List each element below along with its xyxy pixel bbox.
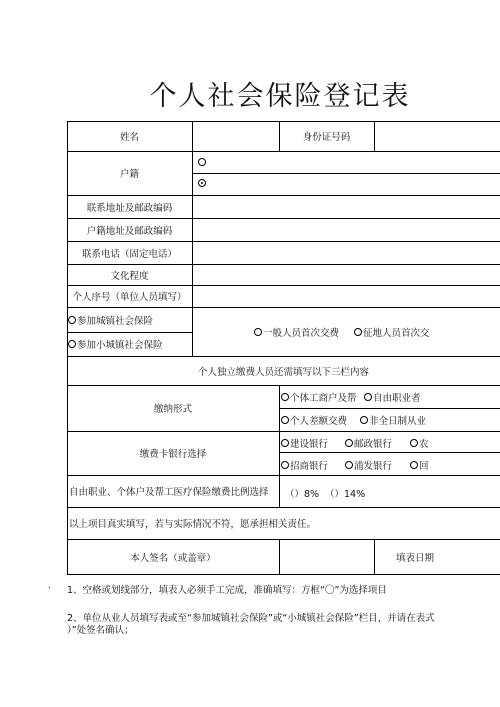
radio-empty-icon [345, 461, 353, 469]
bank-option-ccb[interactable] [281, 436, 328, 450]
payment-form-label: 缴纳形式 [153, 404, 192, 415]
note-2-line-2: ）”处签名确认； [67, 625, 134, 636]
radio-empty-icon [198, 158, 206, 166]
first-land-label: 征地人员首次交 [363, 328, 430, 339]
hukou-option-2[interactable] [198, 179, 206, 187]
hukou-label: 户籍 [119, 169, 139, 180]
bank-option-other[interactable] [410, 458, 429, 472]
radio-empty-icon [354, 328, 362, 336]
bank-option-label: 回 [419, 461, 429, 472]
signature-field[interactable] [279, 539, 374, 574]
radio-empty-icon [68, 340, 76, 348]
hukou-address-label: 户籍地址及邮政编码 [86, 225, 173, 237]
payment-option-part-time[interactable] [360, 413, 426, 427]
declaration-text: 以上项目真实填写，若与实际情况不符，愿承担相关责任。 [69, 519, 317, 530]
note-2-line-1: 2、单位从业人员填写表或至“参加城镇社会保险”或“小城镇社会保险”栏目，并请在表式 [67, 613, 435, 624]
bank-option-label: 招商银行 [290, 461, 329, 472]
payment-option-freelancer[interactable] [364, 390, 421, 404]
bank-option-agri[interactable] [410, 436, 429, 450]
payment-option-label: 自由职业者 [373, 393, 421, 404]
independent-header: 个人独立缴费人员还需填写以下三栏内容 [197, 366, 369, 378]
radio-empty-icon [281, 393, 289, 401]
radio-empty-icon [281, 416, 289, 424]
ratio-8-option[interactable]: （）8% [285, 489, 320, 500]
radio-empty-icon [254, 328, 262, 336]
contact-address-label: 联系地址及邮政编码 [86, 202, 173, 214]
radio-empty-icon [68, 316, 76, 324]
serial-label: 个人序号（单位人员填写） [72, 292, 187, 303]
bank-option-postal[interactable] [345, 436, 392, 450]
fill-date-label: 填表日期 [395, 552, 434, 564]
phone-label: 联系电话（固定电话） [81, 248, 177, 260]
bank-select-label: 缴费卡银行选择 [139, 449, 207, 460]
radio-empty-icon [364, 393, 372, 401]
payment-option-difference[interactable] [281, 413, 347, 427]
note-1: 1、空格或划线部分，填表人必须手工完成，准确填写：方框“〇”为选择项目 [67, 585, 387, 596]
radio-empty-icon [410, 439, 418, 447]
small-town-insurance-option[interactable] [67, 332, 190, 356]
payment-option-label: 非全日制从业 [369, 416, 427, 427]
payment-option-label: 个人差额交费 [290, 416, 348, 427]
payment-option-label: 个体工商户及帮 [290, 393, 357, 404]
urban-insurance-option[interactable] [67, 307, 190, 332]
hukou-option-1[interactable] [198, 158, 207, 166]
bank-option-cmb[interactable] [281, 458, 328, 472]
page-title: 个人社会保险登记表 [149, 81, 411, 112]
ratio-label: 自由职业、个体户及帮工医疗保险缴费比例选择 [69, 487, 269, 498]
radio-empty-icon [281, 439, 289, 447]
signature-label: 本人签名（或盖章） [130, 552, 216, 564]
radio-empty-icon [410, 461, 418, 469]
name-label: 姓名 [119, 132, 139, 143]
first-general-option[interactable] [254, 325, 339, 339]
bank-option-spdb[interactable] [345, 458, 392, 472]
bank-option-label: 建设银行 [290, 439, 329, 450]
urban-insurance-label: 参加城镇社会保险 [77, 315, 154, 327]
radio-empty-icon [345, 439, 353, 447]
bank-option-label: 邮政银行 [354, 439, 393, 450]
bank-option-label: 农 [419, 439, 429, 450]
bank-option-label: 浦发银行 [354, 461, 393, 472]
first-general-label: 一般人员首次交费 [263, 328, 340, 339]
payment-option-self-employed[interactable] [281, 390, 357, 404]
small-town-insurance-label: 参加小城镇社会保险 [77, 340, 163, 351]
registration-form-table [67, 121, 500, 575]
radio-selected-icon [198, 179, 206, 187]
radio-empty-icon [360, 416, 368, 424]
education-label: 文化程度 [110, 270, 149, 282]
bullet-dot: . [48, 581, 51, 591]
radio-empty-icon [281, 461, 289, 469]
ratio-14-option[interactable]: （）14% [325, 489, 366, 500]
first-land-option[interactable] [354, 325, 430, 339]
id-number-label: 身份证号码 [302, 132, 351, 143]
